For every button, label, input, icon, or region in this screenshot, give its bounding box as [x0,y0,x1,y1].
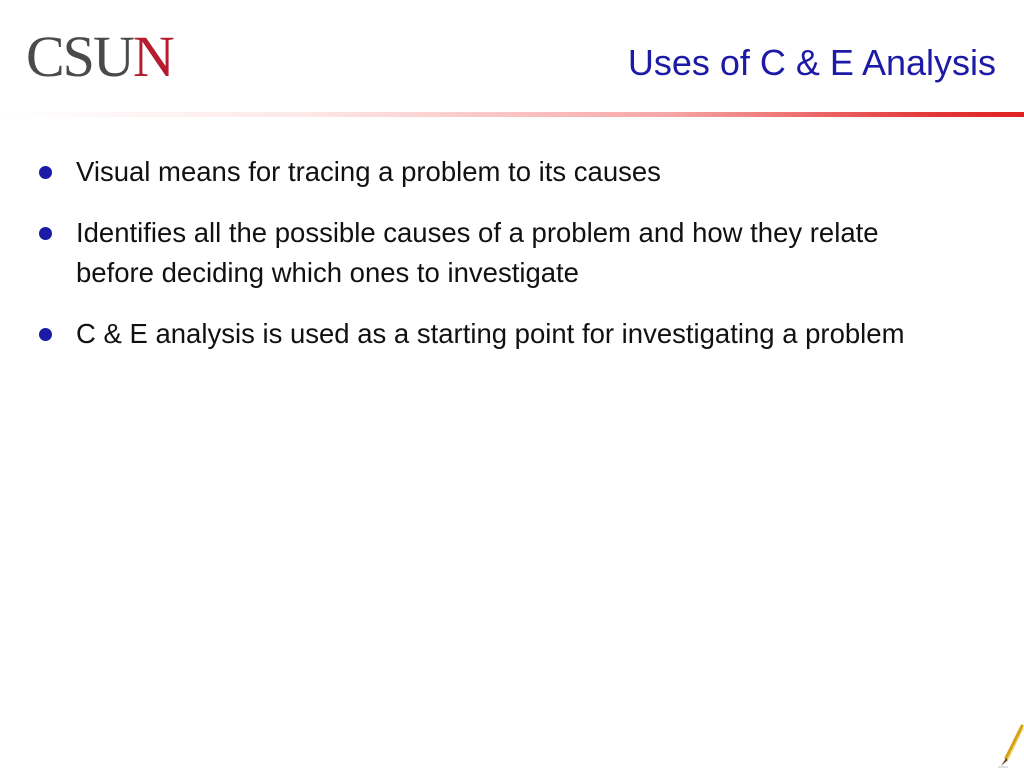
bullet-dot-icon [39,328,52,341]
bullet-text: Visual means for tracing a problem to its causes [76,156,661,187]
bullet-item [36,213,956,293]
bullet-list [36,152,956,375]
bullet-text: C & E analysis is used as a starting point for investigating a problem [76,318,905,349]
bullet-dot-icon [39,166,52,179]
bullet-item [36,152,956,192]
csun-logo [26,22,173,92]
pencil-icon [996,724,1024,768]
slide-title: Uses of C & E Analysis [627,42,996,83]
bullet-text: Identifies all the possible causes of a problem and how they relate before deciding which ones to investigate [76,217,879,288]
bullet-dot-icon [39,227,52,240]
logo-text-accent: N [132,24,173,89]
bullet-item [36,314,956,354]
logo-text-main: CSU [26,24,133,89]
title-divider [0,112,1024,117]
